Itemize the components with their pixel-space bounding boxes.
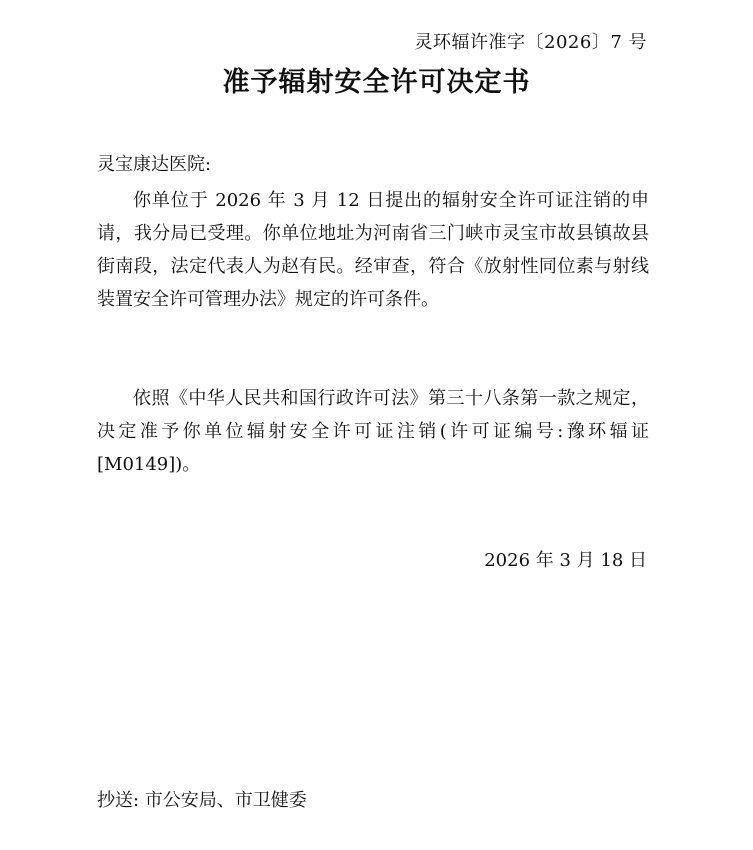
document-number: 灵环辐许准字〔2026〕7 号: [414, 32, 647, 53]
carbon-copy-line: 抄送: 市公安局、市卫健委: [97, 790, 307, 811]
salutation: 灵宝康达医院:: [97, 154, 212, 175]
document-title: 准予辐射安全许可决定书: [222, 67, 531, 98]
body-paragraph-1: 你单位于 2026 年 3 月 12 日提出的辐射安全许可证注销的申请，我分局已受理。你单位地址为河南省三门峡市灵宝市故县镇故县街南段，法定代表人为赵有民。经审查，符合《放射性同位素与射线装置安全许可管理办法》规定的许可条件。: [97, 190, 649, 310]
body-paragraph-2: 依照《中华人民共和国行政许可法》第三十八条第一款之规定，决定准予你单位辐射安全许可证注销(许可证编号:豫环辐证[M0149])。: [97, 388, 649, 475]
issue-date: 2026 年 3 月 18 日: [484, 550, 647, 571]
